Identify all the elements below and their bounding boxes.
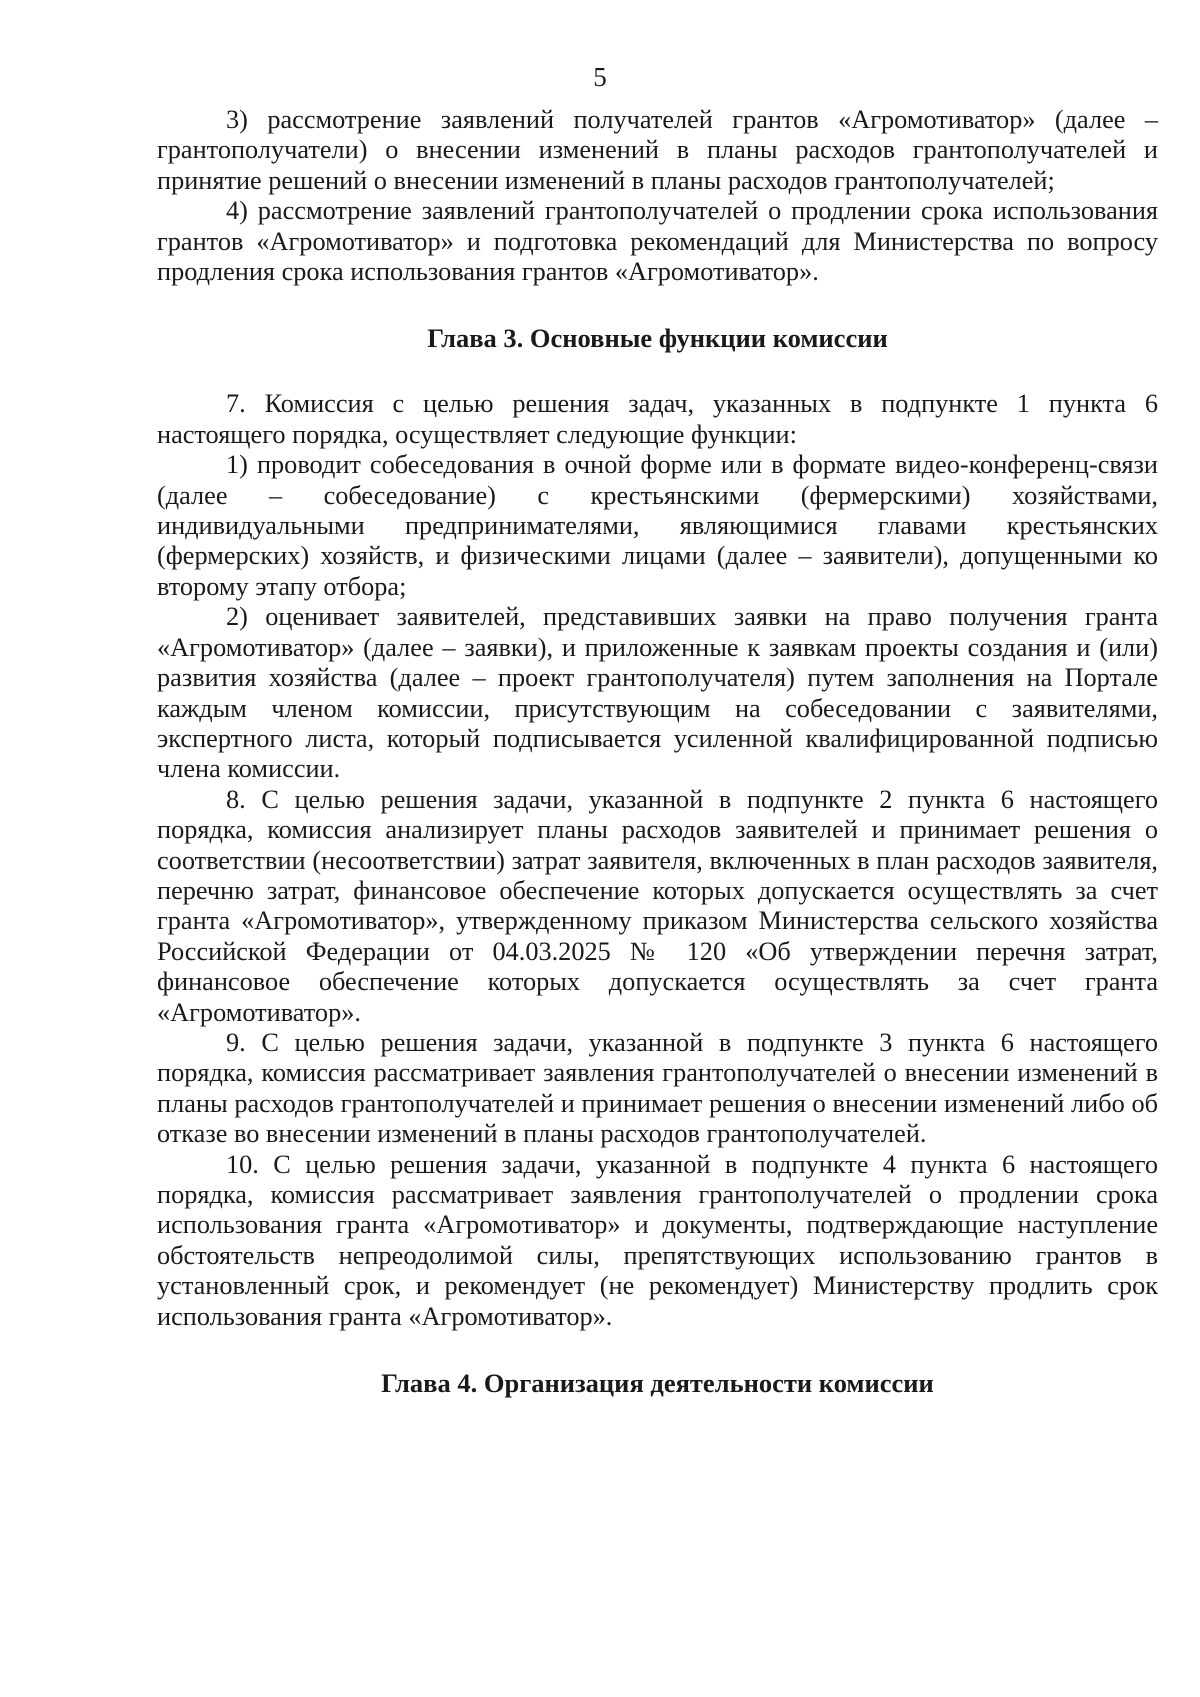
paragraph-7-item-1: 1) проводит собеседования в очной форме или в формате видео-конференц-связи (далее – собеседование) с крестьянскими (фермерскими) хозяйствами, индивидуальными предпринимателями, являющимися главами крестьянских (фермерских) хозяйств, и физическими лицами (далее – заявители), допущенными ко второму этапу отбора; — [157, 450, 1158, 601]
page-number: 5 — [593, 62, 607, 92]
paragraph-8: 8. С целью решения задачи, указанной в подпункте 2 пункта 6 настоящего порядка, комиссия анализирует планы расходов заявителей и принимает решения о соответствии (несоответствии) затрат заявителя, включенных в план расходов заявителя, перечню затрат, финансовое обеспечение которых допускается осуществлять за счет гранта «Агромотиватор», утвержденному приказом Министерства сельского хозяйства Российской Федерации от 04.03.2025 № 120 «Об утверждении перечня затрат, финансовое обеспечение которых допускается осуществлять за счет гранта «Агромотиватор». — [157, 784, 1158, 1027]
document-body — [157, 105, 1158, 1398]
chapter-4-heading: Глава 4. Организация деятельности комиссии — [381, 1368, 934, 1399]
paragraph-7: 7. Комиссия с целью решения задач, указанных в подпункте 1 пункта 6 настоящего порядка, осуществляет следующие функции: — [157, 389, 1158, 449]
paragraph-7-item-2: 2) оценивает заявителей, представивших заявки на право получения гранта «Агромотиватор» (далее – заявки), и приложенные к заявкам проекты создания и (или) развития хозяйства (далее – проект грантополучателя) путем заполнения на Портале каждым членом комиссии, присутствующим на собеседовании с заявителями, экспертного листа, который подписывается усиленной квалифицированной подписью члена комиссии. — [157, 602, 1158, 784]
paragraph-item-4: 4) рассмотрение заявлений грантополучателей о продлении срока использования грантов «Агромотиватор» и подготовка рекомендаций для Министерства по вопросу продления срока использования грантов «Агромотиватор». — [157, 196, 1158, 287]
paragraph-9: 9. С целью решения задачи, указанной в подпункте 3 пункта 6 настоящего порядка, комиссия рассматривает заявления грантополучателей о внесении изменений в планы расходов грантополучателей и принимает решения о внесении изменений либо об отказе во внесении изменений в планы расходов грантополучателей. — [157, 1027, 1158, 1149]
paragraph-item-3: 3) рассмотрение заявлений получателей грантов «Агромотиватор» (далее – грантополучатели) о внесении изменений в планы расходов грантополучателей и принятие решений о внесении изменений в планы расходов грантополучателей; — [157, 105, 1158, 195]
paragraph-10: 10. С целью решения задачи, указанной в подпункте 4 пункта 6 настоящего порядка, комиссия рассматривает заявления грантополучателей о продлении срока использования гранта «Агромотиватор» и документы, подтверждающие наступление обстоятельств непреодолимой силы, препятствующих использованию грантов в установленный срок, и рекомендует (не рекомендует) Министерству продлить срок использования гранта «Агромотиватор». — [157, 1149, 1158, 1331]
chapter-3-heading: Глава 3. Основные функции комиссии — [427, 323, 888, 354]
